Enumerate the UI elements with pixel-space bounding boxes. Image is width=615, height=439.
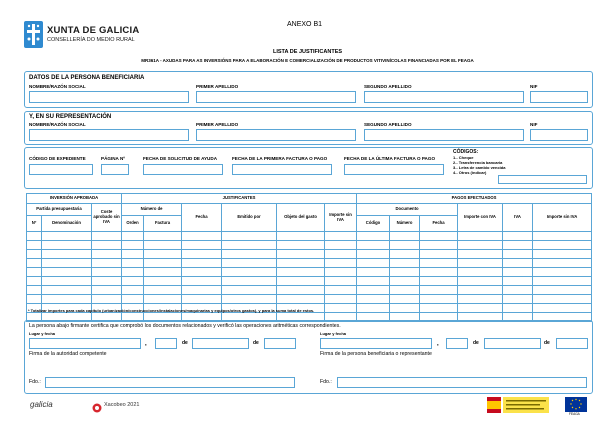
table-row [27, 286, 592, 295]
table-row [27, 232, 592, 241]
table-cell[interactable] [144, 250, 182, 259]
table-cell[interactable] [182, 250, 222, 259]
firma-left-label: Firma de la autoridad competente [29, 351, 107, 357]
table-cell[interactable] [222, 277, 277, 286]
code-item: 4.- Otros (indicar) [453, 170, 487, 175]
feaga-label: FEAGA [569, 412, 580, 416]
table-cell[interactable] [42, 232, 92, 241]
table-cell[interactable] [92, 241, 122, 250]
table-cell[interactable] [533, 268, 592, 277]
group-inversion: INVERSIÓN APROBADA [27, 194, 122, 204]
table-cell[interactable] [503, 304, 533, 313]
table-cell[interactable] [503, 232, 533, 241]
table-cell[interactable] [458, 277, 503, 286]
table-cell[interactable] [182, 277, 222, 286]
table-cell[interactable] [325, 277, 357, 286]
representative-name-field[interactable] [29, 129, 189, 141]
table-cell[interactable] [42, 295, 92, 304]
fdo-left-field[interactable] [45, 377, 295, 388]
representative-section-title: Y, EN SU REPRESENTACIÓN [29, 114, 112, 120]
table-cell[interactable] [458, 295, 503, 304]
table-cell[interactable] [42, 286, 92, 295]
col-objeto: Objeto del gasto [277, 204, 325, 232]
code-item: 2.- Transferencia bancaria [453, 160, 503, 165]
dept-name: CONSELLERÍA DO MEDIO RURAL [47, 37, 135, 43]
table-row [27, 250, 592, 259]
table-cell[interactable] [92, 268, 122, 277]
table-cell[interactable] [458, 268, 503, 277]
table-cell[interactable] [92, 259, 122, 268]
table-cell[interactable] [503, 259, 533, 268]
page-title: LISTA DE JUSTIFICANTES [272, 49, 343, 55]
fecha-primera-label: FECHA DE LA PRIMERA FACTURA O PAGO [232, 156, 328, 161]
codes-title: CÓDIGOS: [453, 149, 479, 155]
codes-other-field[interactable] [498, 175, 587, 184]
beneficiary-surname1-field[interactable] [196, 91, 356, 103]
table-cell[interactable] [222, 232, 277, 241]
year-right-field[interactable] [556, 338, 588, 349]
annex-label: ANEXO B1 [287, 21, 323, 28]
table-cell[interactable] [222, 241, 277, 250]
page-subtitle: MR361A - AXUDAS PARA AS INVERSIÓNS PARA A ELABORACIÓN E COMERCIALIZACIÓN DE PRODUCTOS VITIVINÍCOLAS FINANCIADAS POR EL FEAGA [141, 58, 474, 63]
table-cell[interactable] [420, 232, 458, 241]
table-cell[interactable] [390, 286, 420, 295]
table-cell[interactable] [27, 268, 42, 277]
fecha-solicitud-label: FECHA DE SOLICITUD DE AYUDA [143, 156, 218, 161]
table-cell[interactable] [325, 232, 357, 241]
table-cell[interactable] [122, 268, 144, 277]
year-left-field[interactable] [264, 338, 296, 349]
table-cell[interactable] [357, 286, 390, 295]
xacobeo-logo [92, 400, 102, 418]
table-cell[interactable] [144, 277, 182, 286]
table-cell[interactable] [357, 259, 390, 268]
representative-surname1-field[interactable] [196, 129, 356, 141]
table-cell[interactable] [182, 286, 222, 295]
table-cell[interactable] [503, 286, 533, 295]
table-cell[interactable] [533, 286, 592, 295]
table-cell[interactable] [533, 295, 592, 304]
table-footnote: * Totalizar importes para cada capítulo (urbanización/construcciones/instalaciones/maquinarias y equipos/otros gastos), y para la suma total de estos. [28, 308, 315, 313]
table-cell[interactable] [458, 250, 503, 259]
table-cell[interactable] [325, 286, 357, 295]
table-cell[interactable] [357, 268, 390, 277]
group-justificantes: JUSTIFICANTES [122, 194, 357, 204]
table-cell[interactable] [122, 241, 144, 250]
de-right-1: de [473, 340, 479, 346]
table-cell[interactable] [533, 259, 592, 268]
table-cell[interactable] [325, 241, 357, 250]
table-cell[interactable] [533, 232, 592, 241]
table-cell[interactable] [458, 241, 503, 250]
table-cell[interactable] [92, 295, 122, 304]
table-cell[interactable] [42, 259, 92, 268]
table-cell[interactable] [503, 241, 533, 250]
table-cell[interactable] [420, 286, 458, 295]
spain-ministry-logo [487, 397, 549, 413]
table-cell[interactable] [92, 286, 122, 295]
month-left-field[interactable] [192, 338, 249, 349]
beneficiary-nif-label: NIF [530, 84, 538, 89]
col-importe-sin-iva-pago: Importe sin IVA [533, 204, 592, 232]
table-cell[interactable] [533, 277, 592, 286]
col-numero: Número [390, 216, 420, 232]
beneficiary-nif-field[interactable] [530, 91, 588, 103]
table-cell[interactable] [503, 277, 533, 286]
fecha-ultima-label: FECHA DE LA ÚLTIMA FACTURA O PAGO [344, 156, 436, 161]
table-cell[interactable] [144, 295, 182, 304]
table-cell[interactable] [144, 286, 182, 295]
table-cell[interactable] [42, 250, 92, 259]
table-cell[interactable] [144, 241, 182, 250]
table-cell[interactable] [277, 232, 325, 241]
table-cell[interactable] [458, 259, 503, 268]
table-cell[interactable] [92, 277, 122, 286]
table-cell[interactable] [222, 259, 277, 268]
col-emitido: Emitido por [222, 204, 277, 232]
xacobeo-emblem-icon [92, 403, 102, 413]
table-cell[interactable] [277, 286, 325, 295]
table-cell[interactable] [277, 241, 325, 250]
col-no: Nº [27, 216, 42, 232]
representative-surname2-field[interactable] [364, 129, 524, 141]
comma-right: , [437, 341, 439, 347]
lugar-left-field[interactable] [29, 338, 141, 349]
fecha-solicitud-field[interactable] [143, 164, 223, 175]
table-cell[interactable] [325, 259, 357, 268]
table-cell[interactable] [277, 295, 325, 304]
pagina-label: PÁGINA Nº [101, 156, 125, 161]
table-cell[interactable] [182, 241, 222, 250]
table-cell[interactable] [222, 286, 277, 295]
table-cell[interactable] [458, 232, 503, 241]
xunta-logo [24, 21, 43, 48]
col-importe-sin-iva: Importe sin IVA [325, 204, 357, 232]
certify-text: La persona abajo firmante certifica que comprobó los documentos relacionados y verificó las operaciones aritméticas correspondientes. [29, 323, 341, 329]
table-cell[interactable] [533, 241, 592, 250]
table-cell[interactable] [182, 295, 222, 304]
table-cell[interactable] [420, 268, 458, 277]
code-item: 1.- Cheque [453, 155, 474, 160]
table-cell[interactable] [357, 250, 390, 259]
table-cell[interactable] [122, 250, 144, 259]
col-fecha: Fecha [182, 204, 222, 232]
table-cell[interactable] [222, 250, 277, 259]
table-cell[interactable] [390, 295, 420, 304]
table-cell[interactable] [277, 250, 325, 259]
table-cell[interactable] [144, 232, 182, 241]
expediente-field[interactable] [29, 164, 93, 175]
table-cell[interactable] [503, 268, 533, 277]
firma-right-label: Firma de la persona beneficiaria o representante [320, 351, 432, 357]
table-cell[interactable] [27, 232, 42, 241]
table-cell[interactable] [42, 241, 92, 250]
beneficiary-surname2-label: SEGUNDO APELLIDO [364, 84, 412, 89]
representative-surname2-label: SEGUNDO APELLIDO [364, 122, 412, 127]
lugar-right-label: Lugar y fecha [320, 331, 347, 336]
table-cell[interactable] [277, 268, 325, 277]
table-cell[interactable] [122, 232, 144, 241]
table-cell[interactable] [277, 259, 325, 268]
comma-left: , [145, 341, 147, 347]
table-cell[interactable] [458, 286, 503, 295]
table-cell[interactable] [503, 295, 533, 304]
col-denominacion: Denominación [42, 216, 92, 232]
table-cell[interactable] [325, 295, 357, 304]
table-cell[interactable] [27, 259, 42, 268]
table-cell[interactable] [27, 277, 42, 286]
table-cell[interactable] [144, 268, 182, 277]
col-factura: Factura [144, 216, 182, 232]
table-cell[interactable] [420, 241, 458, 250]
col-iva: IVA [503, 204, 533, 232]
eu-flag-icon [565, 397, 587, 412]
table-cell[interactable] [420, 295, 458, 304]
table-cell[interactable] [27, 250, 42, 259]
day-left-field[interactable] [155, 338, 177, 349]
representative-name-label: NOMBRE/RAZÓN SOCIAL [29, 122, 86, 127]
table-cell[interactable] [182, 232, 222, 241]
table-cell[interactable] [390, 268, 420, 277]
table-cell[interactable] [182, 268, 222, 277]
org-name: XUNTA DE GALICIA [47, 25, 140, 36]
table-cell[interactable] [390, 232, 420, 241]
fdo-left-label: Fdo.: [29, 379, 41, 385]
beneficiary-surname1-label: PRIMER APELLIDO [196, 84, 239, 89]
representative-surname1-label: PRIMER APELLIDO [196, 122, 239, 127]
table-row [27, 268, 592, 277]
table-cell[interactable] [27, 286, 42, 295]
table-cell[interactable] [27, 295, 42, 304]
table-row [27, 259, 592, 268]
lugar-left-label: Lugar y fecha [29, 331, 56, 336]
table-cell[interactable] [222, 295, 277, 304]
fecha-primera-field[interactable] [232, 164, 332, 175]
de-right-2: de [544, 340, 550, 346]
fdo-right-field[interactable] [337, 377, 587, 388]
col-orden: Orden [122, 216, 144, 232]
table-cell[interactable] [325, 268, 357, 277]
table-row [27, 277, 592, 286]
table-cell[interactable] [27, 241, 42, 250]
spain-government-emblem-icon [487, 397, 549, 413]
table-cell[interactable] [420, 277, 458, 286]
xunta-emblem-icon [24, 21, 43, 48]
table-cell[interactable] [533, 250, 592, 259]
de-left-1: de [182, 340, 188, 346]
table-cell[interactable] [357, 241, 390, 250]
coste-header: Coste aprobado sin IVA [92, 204, 122, 232]
table-cell[interactable] [42, 277, 92, 286]
table-cell[interactable] [122, 277, 144, 286]
representative-nif-label: NIF [530, 122, 538, 127]
numero-de-header: Número de [122, 204, 182, 216]
table-cell[interactable] [357, 277, 390, 286]
beneficiary-section-title: DATOS DE LA PERSONA BENEFICIARIA [29, 75, 145, 81]
pagina-field[interactable] [101, 164, 129, 175]
col-importe-con-iva: Importe con IVA [458, 204, 503, 232]
table-cell[interactable] [357, 304, 390, 313]
table-cell[interactable] [420, 259, 458, 268]
group-pagos: PAGOS EFECTUADOS [357, 194, 592, 204]
table-cell[interactable] [144, 259, 182, 268]
month-right-field[interactable] [484, 338, 541, 349]
table-row [27, 241, 592, 250]
table-cell[interactable] [42, 268, 92, 277]
table-cell[interactable] [420, 250, 458, 259]
xacobeo-text: Xacobeo 2021 [104, 402, 140, 408]
beneficiary-name-field[interactable] [29, 91, 189, 103]
table-cell[interactable] [503, 250, 533, 259]
table-cell[interactable] [122, 295, 144, 304]
table-cell[interactable] [122, 286, 144, 295]
col-codigo: Código [357, 216, 390, 232]
justificantes-table [26, 193, 592, 322]
de-left-2: de [253, 340, 259, 346]
fdo-right-label: Fdo.: [320, 379, 332, 385]
table-cell[interactable] [390, 250, 420, 259]
partida-header: Partida presupuestaria [27, 204, 92, 216]
lugar-right-field[interactable] [320, 338, 432, 349]
table-cell[interactable] [458, 304, 503, 313]
fecha-ultima-field[interactable] [344, 164, 444, 175]
table-cell[interactable] [92, 250, 122, 259]
table-cell[interactable] [122, 259, 144, 268]
table-cell[interactable] [390, 259, 420, 268]
expediente-label: CÓDIGO DE EXPEDIENTE [29, 156, 86, 161]
day-right-field[interactable] [446, 338, 468, 349]
code-item: 3.- Letra de cambio vencida [453, 165, 506, 170]
col-fecha-pago: Fecha [420, 216, 458, 232]
table-row [27, 295, 592, 304]
beneficiary-surname2-field[interactable] [364, 91, 524, 103]
table-cell[interactable] [325, 250, 357, 259]
beneficiary-name-label: NOMBRE/RAZÓN SOCIAL [29, 84, 86, 89]
table-cell[interactable] [182, 259, 222, 268]
table-cell[interactable] [533, 304, 592, 313]
table-cell[interactable] [390, 277, 420, 286]
table-cell[interactable] [92, 232, 122, 241]
table-cell[interactable] [390, 304, 420, 313]
table-cell[interactable] [222, 268, 277, 277]
table-cell[interactable] [325, 304, 357, 313]
table-cell[interactable] [420, 304, 458, 313]
table-cell[interactable] [277, 277, 325, 286]
documento-header: Documento [357, 204, 458, 216]
table-cell[interactable] [357, 232, 390, 241]
table-cell[interactable] [390, 241, 420, 250]
galicia-logo-text: galicia [30, 400, 53, 409]
table-cell[interactable] [357, 295, 390, 304]
representative-nif-field[interactable] [530, 129, 588, 141]
